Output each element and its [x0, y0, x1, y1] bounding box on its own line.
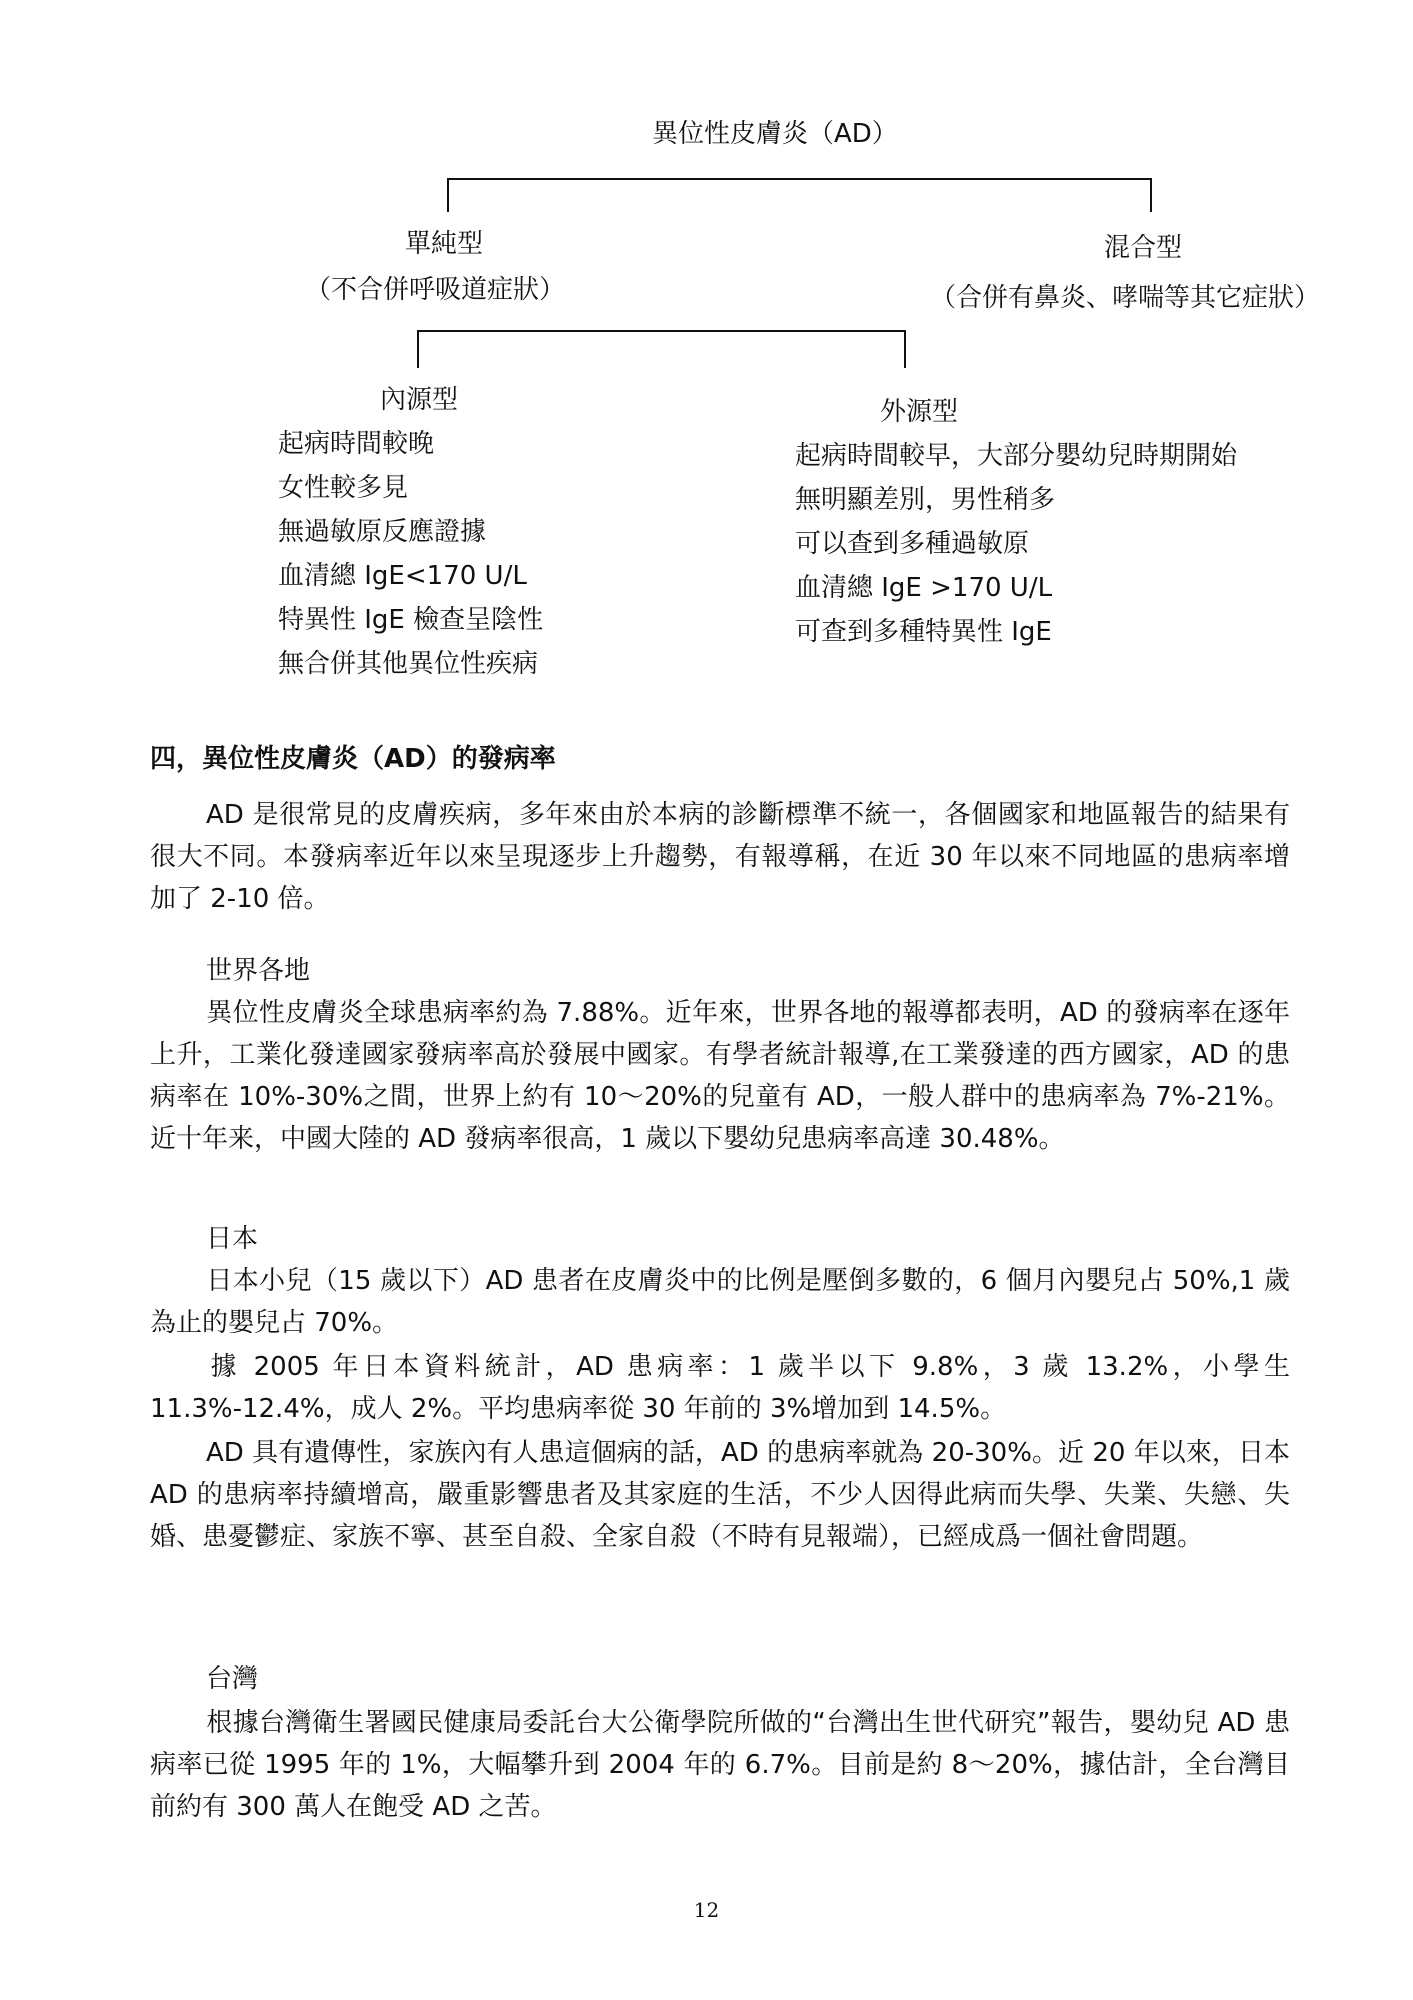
list-item: 無合併其他異位性疾病	[278, 649, 539, 679]
mixed-type-title: 混合型	[1104, 233, 1183, 263]
extrinsic-features-list	[795, 434, 1237, 654]
bracket-top-right-leg	[1150, 178, 1152, 212]
list-item: 血清總 IgE >170 U/L	[795, 573, 1053, 603]
japan-subheading: 日本	[206, 1224, 259, 1254]
world-subheading: 世界各地	[206, 956, 311, 986]
simple-type-title: 單純型	[405, 229, 484, 259]
japan-text-2: 據 2005 年日本資料統計，AD 患病率：1 歲半以下 9.8%，3 歲 13.2%，小學生 11.3%-12.4%，成人 2%。平均患病率從 30 年前的 3%增加到 14.5%。	[150, 1352, 1290, 1424]
bracket-top-left-leg	[447, 178, 449, 212]
list-item: 無明顯差別，男性稍多	[795, 485, 1056, 515]
simple-type-note: （不合併呼吸道症狀）	[305, 275, 566, 305]
intrinsic-type-title: 內源型	[380, 385, 459, 415]
list-item: 起病時間較早，大部分嬰幼兒時期開始	[795, 441, 1238, 471]
list-item: 血清總 IgE<170 U/L	[278, 561, 527, 591]
bracket-sub-horizontal	[417, 330, 906, 332]
japan-paragraph-3	[150, 1432, 1290, 1558]
mixed-type-note: （合併有鼻炎、哮喘等其它症狀）	[930, 283, 1321, 313]
intro-paragraph	[150, 794, 1290, 920]
list-item: 起病時間較晚	[278, 429, 435, 459]
intrinsic-features-list	[278, 422, 543, 686]
japan-paragraph-2	[150, 1346, 1290, 1430]
bracket-sub-left-leg	[417, 330, 419, 368]
japan-paragraph-1	[150, 1260, 1290, 1344]
bracket-sub-right-leg	[904, 330, 906, 368]
extrinsic-type-title: 外源型	[880, 397, 959, 427]
list-item: 可查到多種特異性 IgE	[795, 617, 1052, 647]
list-item: 可以查到多種過敏原	[795, 529, 1030, 559]
japan-text-1: 日本小兒（15 歲以下）AD 患者在皮膚炎中的比例是壓倒多數的，6 個月內嬰兒占 50%,1 歲為止的嬰兒占 70%。	[150, 1266, 1290, 1338]
taiwan-paragraph	[150, 1702, 1290, 1828]
diagram-root-label: 異位性皮膚炎（AD）	[652, 119, 898, 149]
bracket-top-horizontal	[447, 178, 1152, 180]
section-heading: 四，異位性皮膚炎（AD）的發病率	[150, 744, 556, 774]
list-item: 女性較多見	[278, 473, 409, 503]
taiwan-text: 根據台灣衛生署國民健康局委託台大公衛學院所做的“台灣出生世代研究”報告，嬰幼兒 AD 患病率已從 1995 年的 1%，大幅攀升到 2004 年的 6.7%。目前是約 8～20%，據估計，全台灣目前約有 300 萬人在飽受 AD 之苦。	[150, 1708, 1290, 1822]
page-number: 12	[693, 1898, 720, 1922]
taiwan-subheading: 台灣	[206, 1664, 259, 1694]
world-paragraph	[150, 992, 1290, 1160]
list-item: 特異性 IgE 檢查呈陰性	[278, 605, 544, 635]
japan-text-3: AD 具有遺傳性，家族內有人患這個病的話，AD 的患病率就為 20-30%。近 20 年以來，日本 AD 的患病率持續增高，嚴重影響患者及其家庭的生活，不少人因得此病而失學、失業、失戀、失婚、患憂鬱症、家族不寧、甚至自殺、全家自殺（不時有見報端），已經成爲一個社會問題。	[150, 1438, 1290, 1552]
list-item: 無過敏原反應證據	[278, 517, 487, 547]
world-text: 異位性皮膚炎全球患病率約為 7.88%。近年來，世界各地的報導都表明，AD 的發病率在逐年上升，工業化發達國家發病率高於發展中國家。有學者統計報導,在工業發達的西方國家，AD 的患病率在 10%-30%之間，世界上約有 10～20%的兒童有 AD，一般人群中的患病率為 7%-21%。近十年来，中國大陸的 AD 發病率很高，1 歲以下嬰幼兒患病率高達 30.48%。	[150, 998, 1290, 1154]
intro-text: AD 是很常見的皮膚疾病，多年來由於本病的診斷標準不統一，各個國家和地區報告的結果有很大不同。本發病率近年以來呈現逐步上升趨勢，有報導稱，在近 30 年以來不同地區的患病率增加了 2-10 倍。	[150, 800, 1290, 914]
